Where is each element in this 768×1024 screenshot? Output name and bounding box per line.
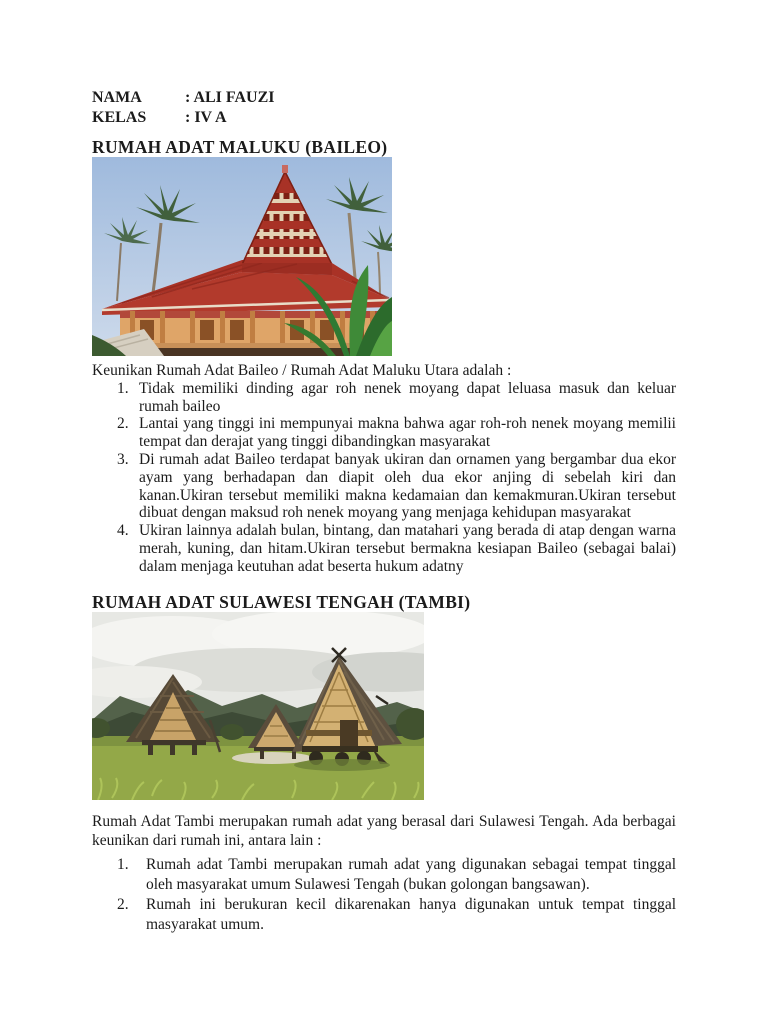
- section-title-tambi: RUMAH ADAT SULAWESI TENGAH (TAMBI): [92, 591, 471, 612]
- list-item-number: 1.: [117, 379, 129, 397]
- list-item-text: Tidak memiliki dinding agar roh nenek moyang dapat leluasa masuk dan keluar rumah baileo: [139, 379, 676, 415]
- list-item: [92, 895, 676, 935]
- list-item-number: 3.: [117, 450, 129, 468]
- list-item-number: 4.: [117, 522, 129, 540]
- header-class-row: [92, 108, 676, 128]
- list-item-number: 2.: [117, 895, 129, 913]
- tambi-intro: Rumah Adat Tambi merupakan rumah adat yang berasal dari Sulawesi Tengah. Ada berbagai keunikan dari rumah ini, antara lain :: [92, 812, 676, 850]
- baileo-intro: Keunikan Rumah Adat Baileo / Rumah Adat Maluku Utara adalah :: [92, 362, 512, 379]
- tambi-list: [92, 855, 676, 934]
- name-label: NAMA: [92, 89, 142, 106]
- section-title-baileo: RUMAH ADAT MALUKU (BAILEO): [92, 137, 388, 157]
- header-name-row: [92, 88, 676, 108]
- list-item-text: Rumah adat Tambi merupakan rumah adat yang digunakan sebagai tempat tinggal oleh masyarakat umum Sulawesi Tengah (bukan golongan bangsawan).: [146, 856, 676, 893]
- tambi-houses-photo: [92, 612, 424, 800]
- list-item: [92, 451, 676, 522]
- class-value: : IV A: [185, 109, 227, 126]
- list-item: [92, 380, 676, 416]
- list-item-text: Di rumah adat Baileo terdapat banyak ukiran dan ornamen yang bergambar dua ekor ayam yang berhadapan dan diapit oleh dua ekor anjing di sebelah kiri dan kanan.Ukiran tersebut memiliki makna kedamaian dan kemakmuran.Ukiran tersebut dibuat dengan maksud roh nenek moyang yang menjaga kehidupan masyarakat: [139, 450, 676, 522]
- class-label: KELAS: [92, 109, 147, 126]
- list-item-number: 2.: [117, 415, 129, 433]
- baileo-walls: [120, 311, 389, 356]
- name-value: : ALI FAUZI: [185, 89, 275, 106]
- list-item: [92, 522, 676, 575]
- list-item-text: Lantai yang tinggi ini mempunyai makna bahwa agar roh-roh nenek moyang memilii tempat dan derajat yang tinggi dibandingkan masyarakat: [139, 415, 676, 451]
- list-item: [92, 415, 676, 451]
- list-item-text: Ukiran lainnya adalah bulan, bintang, dan matahari yang berada di atap dengan warna merah, kuning, dan hitam.Ukiran tersebut bermakna kesiapan Baileo (sebagai balai) dalam menjaga keutuhan adat beserta hukum adatny: [139, 522, 676, 575]
- list-item-text: Rumah ini berukuran kecil dikarenakan hanya digunakan untuk tempat tinggal masyarakat umum.: [146, 895, 676, 933]
- document-content: [92, 88, 676, 934]
- list-item-number: 1.: [117, 856, 129, 874]
- baileo-list: [92, 380, 676, 576]
- list-item: [92, 855, 676, 895]
- baileo-house-photo: [92, 157, 392, 356]
